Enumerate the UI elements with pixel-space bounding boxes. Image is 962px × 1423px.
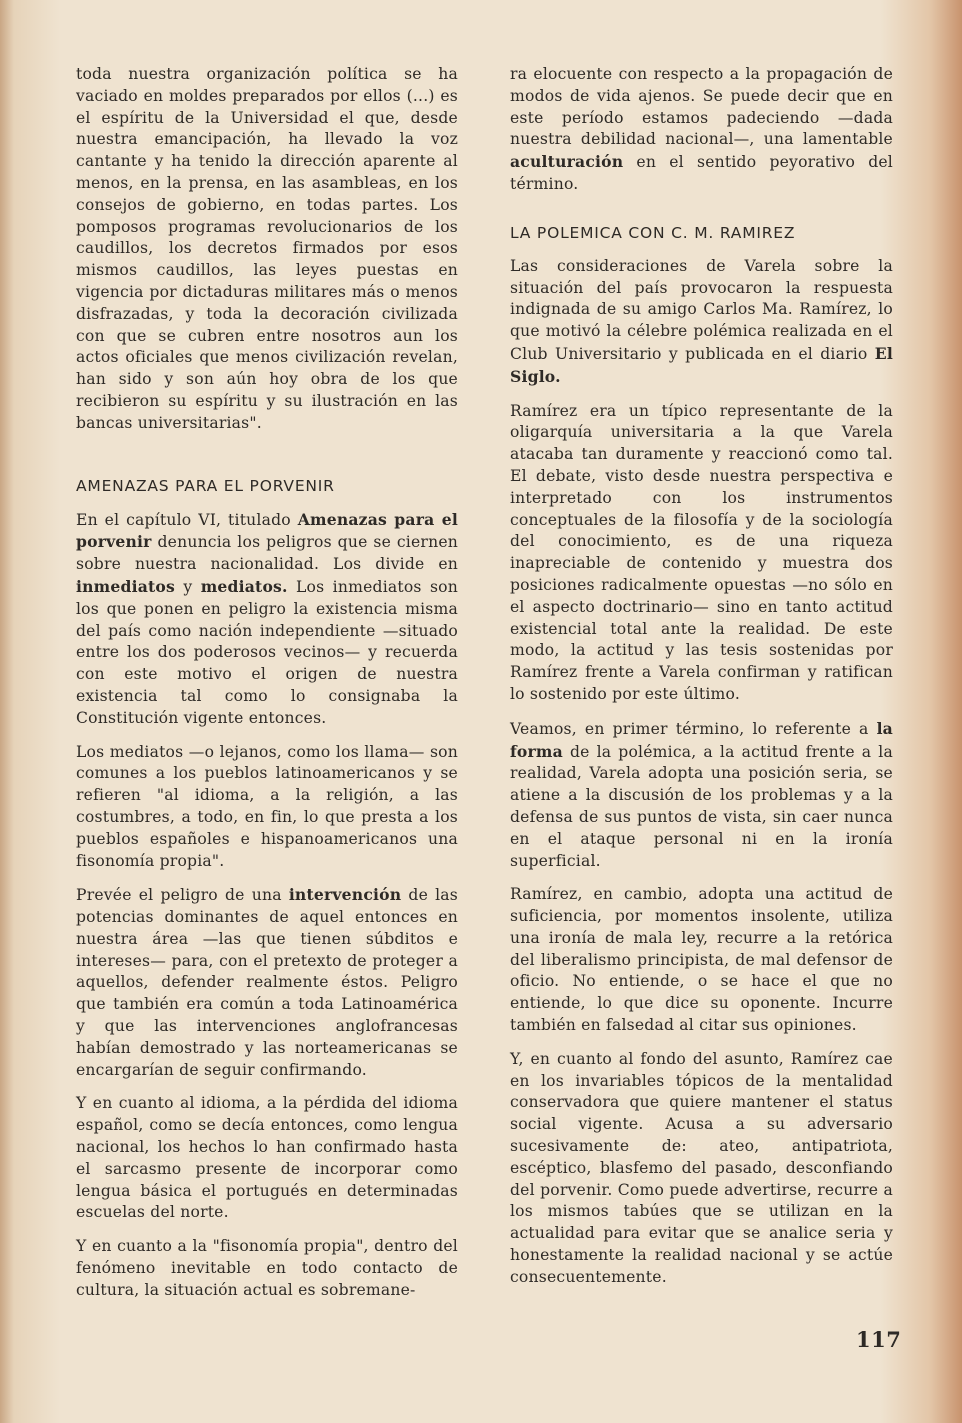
- bold-text: la forma: [510, 718, 893, 761]
- paragraph: Ramírez era un típico representante de la oligarquía universitaria a la que Varela atacaba tan duramente y reaccionó como tal. El debate, visto desde nuestra perspectiva e interpretado con los instrumentos conceptuales de la filosofía y de la sociología del conocimiento, es de una riqueza inapreciable de contenido y muestra dos posiciones radicalmente opuestas —no sólo en el aspecto doctrinario— sino en tanto actitud existencial total ante la realidad. De este modo, la actitud y las tesis sostenidas por Ramírez frente a Varela confirman y ratifican lo sostenido por este último.: [510, 401, 893, 703]
- paragraph: En el capítulo VI, titulado Amenazas para el porvenir denuncia los peligros que se ciernen sobre nuestra nacionalidad. Los divide en inmediatos y mediatos. Los inmediatos son los que ponen en peligro la existencia misma del país como nación independiente —situado entre los dos poderosos vecinos— y recuerda con este motivo el origen de nuestra existencia tal como lo consignaba la Constitución vigente entonces.: [76, 509, 458, 727]
- paragraph: Prevée el peligro de una intervención de las potencias dominantes de aquel entonces en nuestra área —las que tienen súbditos e intereses— para, con el pretexto de proteger a aquellos, defender realmente éstos. Peligro que también era común a toda Latinoamérica y que las intervenciones anglofrancesas habían demostrado y las norteamericanas se encargarían de seguir confirmando.: [76, 885, 459, 1079]
- bold-text: inmediatos: [76, 576, 175, 596]
- section-heading: LA POLEMICA CON C. M. RAMIREZ: [510, 223, 796, 242]
- paragraph: Las consideraciones de Varela sobre la situación del país provocaron la respuesta indignada de su amigo Carlos Ma. Ramírez, lo que motivó la célebre polémica realizada en el Club Universitario y publicada en el diario El Siglo.: [510, 256, 893, 386]
- right-column: [510, 64, 893, 1301]
- page-number: 117: [856, 1327, 902, 1352]
- bold-text: mediatos.: [200, 576, 288, 596]
- left-column: [76, 64, 458, 1314]
- paragraph: Y en cuanto a la "fisonomía propia", dentro del fenómeno inevitable en todo contacto de cultura, la situación actual es sobremane-: [76, 1237, 458, 1299]
- bold-text: aculturación: [510, 152, 624, 172]
- paragraph: toda nuestra organización política se ha vaciado en moldes preparados por ellos (...) es el espíritu de la Universidad el que, desde nuestra emancipación, ha llevado la voz cantante y ha tenido la dirección aparente al menos, en la prensa, en las asambleas, en los consejos de gobierno, en todas partes. Los pomposos programas revolucionarios de los caudillos, los decretos firmados por esos mismos caudillos, las leyes puestas en vigencia por dictaduras militares más o menos disfrazadas, y toda la decoración civilizada con que se cubren entre nosotros aun los actos oficiales que menos civilización revelan, han sido y son aún hoy obra de los que recibieron su espíritu y su ilustración en las bancas universitarias".: [76, 65, 458, 432]
- paragraph: Y, en cuanto al fondo del asunto, Ramírez cae en los invariables tópicos de la mentalidad conservadora que quiere mantener el status social vigente. Acusa a su adversario sucesivamente de: ateo, antipatriota, escéptico, blasfemo del pasado, desconfiando del porvenir. Como puede advertirse, recurre a los mismos tabúes que se utilizan en la actualidad para evitar que se analice seria y honestamente la realidad nacional y se actúe consecuentemente.: [510, 1049, 893, 1286]
- paragraph: Ramírez, en cambio, adopta una actitud de suficiencia, por momentos insolente, utiliza una ironía de mala ley, recurre a la retórica del liberalismo principista, de mal defensor de oficio. No entiende, o se hace el que no entiende, lo que dice su oponente. Incurre también en falsedad al citar sus opiniones.: [510, 885, 893, 1035]
- paragraph: Y en cuanto al idioma, a la pérdida del idioma español, como se decía entonces, como lengua nacional, los hechos lo han confirmado hasta el sarcasmo presente de incorporar como lengua básica el portugués en determinadas escuelas del norte.: [76, 1094, 458, 1222]
- bold-text: intervención: [288, 885, 402, 905]
- paragraph: Veamos, en primer término, lo referente a la forma de la polémica, a la actitud frente a la realidad, Varela adopta una posición seria, se atiene a la discusión de los problemas y a la defensa de sus puntos de vista, sin caer nunca en el ataque personal ni en la ironía superficial.: [510, 718, 893, 870]
- paragraph: ra elocuente con respecto a la propagación de modos de vida ajenos. Se puede decir que en este período estamos padeciendo —dada nuestra debilidad nacional—, una lamentable aculturación en el sentido peyorativo del término.: [510, 65, 893, 193]
- bold-text: El Siglo.: [510, 343, 893, 386]
- section-heading: AMENAZAS PARA EL PORVENIR: [76, 476, 335, 495]
- paragraph: Los mediatos —o lejanos, como los llama— son comunes a los pueblos latinoamericanos y se refieren "al idioma, a la religión, a las costumbres, a todo, en fin, lo que presta a los pueblos españoles e hispanoamericanos una fisonomía propia".: [76, 742, 458, 870]
- bold-text: Amenazas para el porvenir: [76, 509, 458, 552]
